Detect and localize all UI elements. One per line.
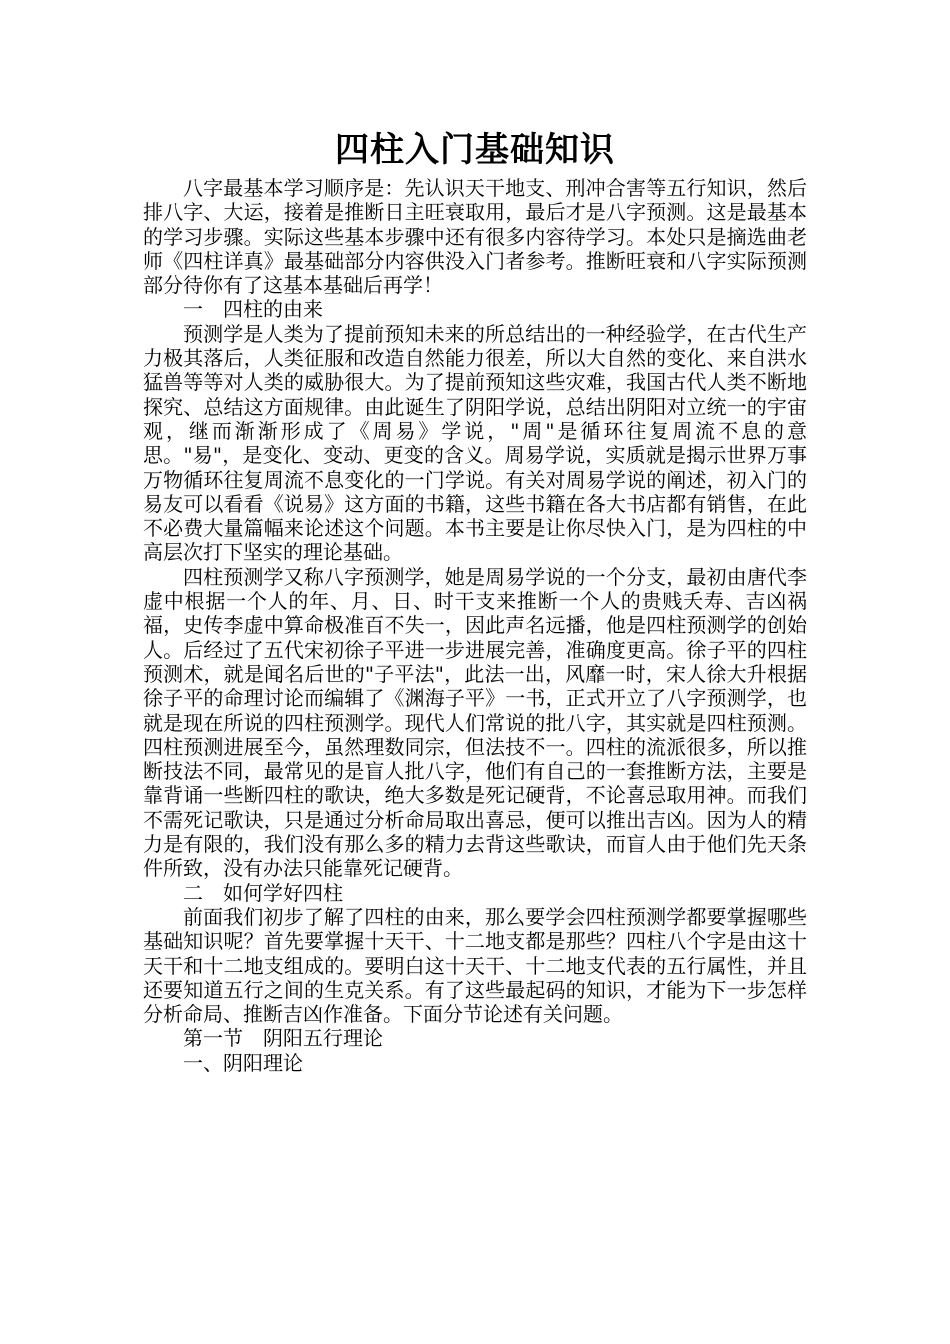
section-origin-paragraph-2: 四柱预测学又称八字预测学，她是周易学说的一个分支，最初由唐代李虚中根据一个人的年、月、日、时干支来推断一个人的贵贱夭寿、吉凶祸福，史传李虚中算命极准百不失一，因此声名远播，他是四柱预测学的创始人。后经过了五代宋初徐子平进一步进展完善，准确度更高。徐子平的四柱预测术，就是闻名后世的"子平法"，此法一出，风靡一时，宋人徐大升根据徐子平的命理讨论而编辑了《渊海子平》一书，正式开立了八字预测学，也就是现在所说的四柱预测学。现代人们常说的批八字，其实就是四柱预测。四柱预测进展至今，虽然理数同宗，但法技不一。四柱的流派很多，所以推断技法不同，最常见的是盲人批八字，他们有自己的一套推断方法，主要是靠背诵一些断四柱的歌诀，绝大多数是死记硬背，不论喜忌取用神。而我们不需死记歌诀，只是通过分析命局取出喜忌，便可以推出吉凶。因为人的精力是有限的，我们没有那么多的精力去背这些歌诀，而盲人由于他们先天条件所致，没有办法只能靠死记硬背。 (143, 564, 807, 881)
section-heading-origin: 一 四柱的由来 (183, 297, 323, 322)
section-how-to-learn-paragraph: 前面我们初步了解了四柱的由来，那么要学会四柱预测学都要掌握哪些基础知识呢？首先要掌握十天干、十二地支都是那些？四柱八个字是由这十天干和十二地支组成的。要明白这十天干、十二地支代表的五行属性，并且还要知道五行之间的生克关系。有了这些最起码的知识，才能为下一步怎样分析命局、推断吉凶作准备。下面分节论述有关问题。 (143, 904, 807, 1027)
document-title: 四柱入门基础知识 (335, 130, 615, 170)
subsection-item-yinyang-theory: 一、阴阳理论 (183, 1050, 303, 1075)
intro-paragraph: 八字最基本学习顺序是：先认识天干地支、刑冲合害等五行知识，然后排八字、大运，接着是推断日主旺衰取用，最后才是八字预测。这是最基本的学习步骤。实际这些基本步骤中还有很多内容待学习。本处只是摘选曲老师《四柱详真》最基础部分内容供没入门者参考。推断旺衰和八字实际预测部分待你有了这基本基础后再学！ (143, 176, 807, 298)
document-body (143, 176, 807, 1075)
subsection-heading-yinyang-wuxing: 第一节 阴阳五行理论 (183, 1026, 383, 1051)
section-origin-paragraph-1: 预测学是人类为了提前预知未来的所总结出的一种经验学，在古代生产力极其落后，人类征服和改造自然能力很差，所以大自然的变化、来自洪水猛兽等等对人类的威胁很大。为了提前预知这些灾难，我国古代人类不断地探究、总结这方面规律。由此诞生了阴阳学说，总结出阴阳对立统一的宇宙观，继而渐渐形成了《周易》学说，"周"是循环往复周流不息的意思。"易"，是变化、变动、更变的含义。周易学说，实质就是揭示世界万事万物循环往复周流不息变化的一门学说。有关对周易学说的阐述，初入门的易友可以看看《说易》这方面的书籍，这些书籍在各大书店都有销售，在此不必费大量篇幅来论述这个问题。本书主要是让你尽快入门，是为四柱的中高层次打下坚实的理论基础。 (143, 321, 807, 565)
section-heading-how-to-learn: 二 如何学好四柱 (183, 880, 343, 905)
